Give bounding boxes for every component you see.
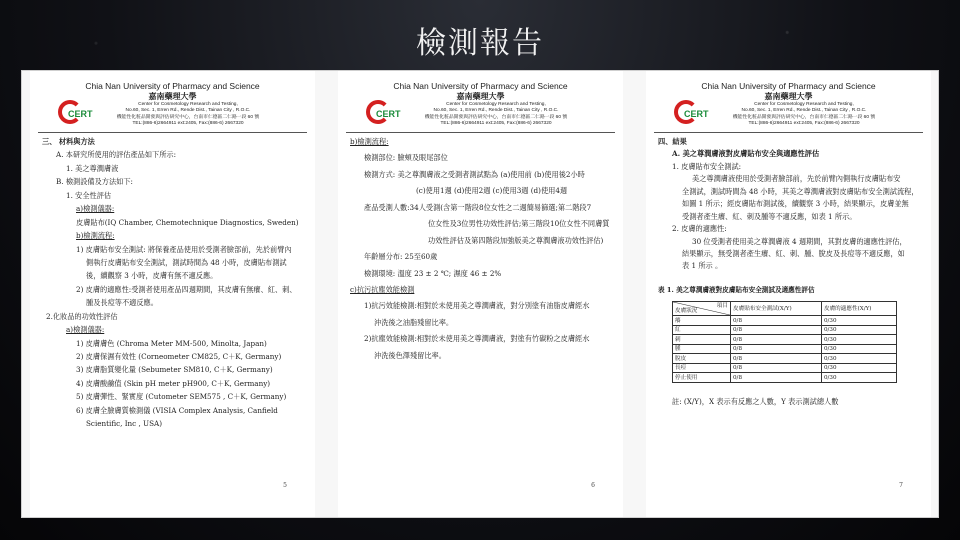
text-line: 側執行皮膚貼布安全測試，測試時間為 48 小時，皮膚貼布測試	[86, 257, 287, 267]
diagonal-header-cell: 項目 皮膚狀況	[673, 302, 731, 316]
page-number: 5	[283, 482, 287, 490]
document-pages	[21, 70, 939, 518]
text-line: 受測者產生癢、紅、刺及腫等不適反應，如表 1 所示。	[682, 211, 857, 221]
text-line: 位女性及3位男性功效性評估;第三階段10位女性不同膚質	[428, 219, 610, 229]
university-name-zh: 嘉南藥理大學	[456, 91, 505, 101]
table-row: 腫 0/8 0/30	[673, 344, 897, 354]
text-line: 1) 皮膚膚色 (Chroma Meter MM-500, Minolta, Japan)	[76, 338, 267, 348]
safety-results-table	[672, 301, 897, 383]
table-row: 癢 0/8 0/30	[673, 316, 897, 326]
text-line: 美之尊潤膚液使用於受測者臉部前，先於前臂內側執行皮膚貼布安	[692, 174, 901, 184]
text-line: 5) 皮膚彈性、緊實度 (Cutometer SEM575 , C＋K, Germany)	[76, 392, 287, 402]
text-line: 結果顯示，無受測者產生癢、紅、刺、腫、脫皮及長痘等不適反應，如	[682, 248, 905, 258]
table-row: 長痘 0/8 0/30	[673, 363, 897, 373]
text-line: 腫及長痘等不適反應。	[86, 298, 158, 308]
page-number: 7	[899, 482, 903, 490]
text-line: 2. 皮膚的適應性:	[672, 224, 727, 234]
text-line: b)檢測流程:	[350, 137, 389, 146]
text-line: 1. 安全性評估	[66, 190, 112, 200]
page-header	[654, 71, 923, 133]
text-line: 2)抗塵效能檢測:相對於未使用美之尊潤膚液，對塗有竹碳粉之皮膚經水	[364, 334, 590, 344]
text-line: 年齡層分布: 25至60歲	[364, 252, 438, 262]
text-line: 2.化妝品的功效性評估	[46, 311, 118, 321]
text-line: 皮膚貼布(IQ Chamber, Chemotechnique Diagnostics, Sweden)	[76, 217, 299, 227]
report-page-6	[338, 71, 623, 517]
text-line: 4) 皮膚酸鹼值 (Skin pH meter pH900, C＋K, Germany)	[76, 378, 271, 388]
text-line: 沖洗後色澤殘留比率。	[374, 350, 446, 360]
university-name-zh: 嘉南藥理大學	[764, 91, 813, 101]
report-page-7	[646, 71, 931, 517]
page-header	[38, 71, 307, 133]
table-row: 刺 0/8 0/30	[673, 335, 897, 345]
text-line: 30 位受測者使用美之尊潤膚液 4 週期間，其對皮膚的適應性評估，	[692, 236, 907, 246]
text-line: (c)使用1週 (d)使用2週 (c)使用3週 (d)使用4週	[416, 186, 568, 196]
text-line: 表 1 所示 。	[682, 261, 723, 271]
university-name-en: Chia Nan University of Pharmacy and Science	[701, 81, 876, 91]
table-title: 表 1. 美之尊潤膚液對皮膚貼布安全測試及適應性評估	[658, 285, 815, 294]
text-line: 2) 皮膚保濕有效性 (Corneometer CM825, C＋K, Germany)	[76, 352, 282, 361]
text-line: 後，續觀察 3 小時，皮膚有無不適反應。	[86, 271, 218, 281]
cert-logo: CERT	[58, 100, 88, 126]
text-line: 如圖 1 所示；經皮膚貼布測試後，續觀察 3 小時，結果顯示，皮膚並無	[682, 199, 909, 209]
text-line: 1. 美之尊潤膚液	[66, 163, 119, 173]
text-line: 檢測部位: 臉頰及眼尾部位	[364, 153, 448, 163]
text-line: 3) 皮膚脂質變化量 (Sebumeter SM810, C＋K, Germany)	[76, 365, 273, 375]
report-page-5	[30, 71, 315, 517]
cert-logo: CERT	[366, 100, 396, 126]
slide-title: 檢測報告	[416, 26, 544, 61]
column-header: 皮膚貼布安全測試(X/Y)	[731, 302, 822, 316]
text-line: B. 檢測設備及方法如下:	[56, 177, 133, 187]
text-line: 功效性評估及第四階段加強版美之尊潤膚液功效性評估)	[428, 235, 604, 245]
page-number: 6	[591, 482, 595, 490]
text-line: b)檢測流程:	[76, 231, 115, 241]
text-line: 6) 皮膚全臉膚質檢測儀 (VISIA Complex Analysis, Canfield	[76, 405, 278, 415]
university-name-zh: 嘉南藥理大學	[148, 91, 197, 101]
cert-logo: CERT	[674, 100, 704, 126]
column-header: 皮膚的適應性(X/Y)	[821, 302, 896, 316]
text-line: 2) 皮膚的適應性:受測者使用產品四週期間，其皮膚有無癢、紅、刺、	[76, 284, 297, 294]
text-line: a)檢測儀器:	[66, 325, 105, 335]
text-line: 檢測方式: 美之尊潤膚液之受測者測試點為 (a)使用前 (b)使用後2小時	[364, 169, 585, 179]
section-heading: 四、結果	[658, 137, 687, 146]
center-address: Center for Cosmetology Research and Testing, No.60, Sec. 1, Erren Rd., Rende Dist., Tainan City , R.O.C. 機能性化粧品開發與評估研究中心，台南市仁德區二仁路一段 60 號 TEL:(886-6)2664911 ext:2405, Fax:(886-6) 2667320	[116, 102, 260, 127]
text-line: a)檢測儀器:	[76, 204, 115, 214]
text-line: A. 本研究所使用的評估產品如下所示:	[56, 150, 176, 160]
text-line: 1)抗污效能檢測:相對於未使用美之尊潤膚液，對分別塗有油脂皮膚經水	[364, 301, 590, 311]
table-row: 紅 0/8 0/30	[673, 325, 897, 335]
table-row: 停止使用 0/8 0/30	[673, 373, 897, 383]
text-line: 產品受測人數:34人受測(含第一階段8位女性之二週簡易篩選;第二階段7	[364, 202, 592, 212]
text-line: 全測試，測試時間為 48 小時，其美之尊潤膚液對皮膚貼布安全測試流程，	[682, 186, 919, 196]
center-address: Center for Cosmetology Research and Testing, No.60, Sec. 1, Erren Rd., Rende Dist., Tainan City , R.O.C. 機能性化粧品開發與評估研究中心，台南市仁德區二仁路一段 60 號 TEL:(886-6)2664911 ext:2405, Fax:(886-6) 2667320	[732, 102, 876, 127]
table-row: 脫皮 0/8 0/30	[673, 354, 897, 364]
center-address: Center for Cosmetology Research and Testing, No.60, Sec. 1, Erren Rd., Rende Dist., Tainan City , R.O.C. 機能性化粧品開發與評估研究中心，台南市仁德區二仁路一段 60 號 TEL:(886-6)2664911 ext:2405, Fax:(886-6) 2667320	[424, 102, 568, 127]
text-line: 沖洗後之油脂殘留比率。	[374, 317, 454, 327]
text-line: 檢測環境: 溫度 23 ± 2 ℃; 濕度 46 ± 2%	[364, 268, 502, 278]
text-line: c)抗污抗塵效能檢測	[350, 284, 415, 294]
text-line: 1. 皮膚貼布安全測試:	[672, 161, 742, 171]
table-header-row	[673, 302, 897, 316]
page-header	[346, 71, 615, 133]
text-line: Scientific, Inc , USA)	[86, 419, 163, 429]
table-note: 註: (X/Y)，X 表示有反應之人數，Y 表示測試總人數	[672, 396, 839, 406]
subsection-heading: A. 美之尊潤膚液對皮膚貼布安全與適應性評估	[672, 149, 820, 159]
university-name-en: Chia Nan University of Pharmacy and Science	[85, 81, 260, 91]
university-name-en: Chia Nan University of Pharmacy and Science	[393, 81, 568, 91]
text-line: 1) 皮膚貼布安全測試: 將保養產品使用於受測者臉部前，先於前臂內	[76, 244, 292, 254]
section-heading: 三、 材料與方法	[42, 137, 95, 146]
